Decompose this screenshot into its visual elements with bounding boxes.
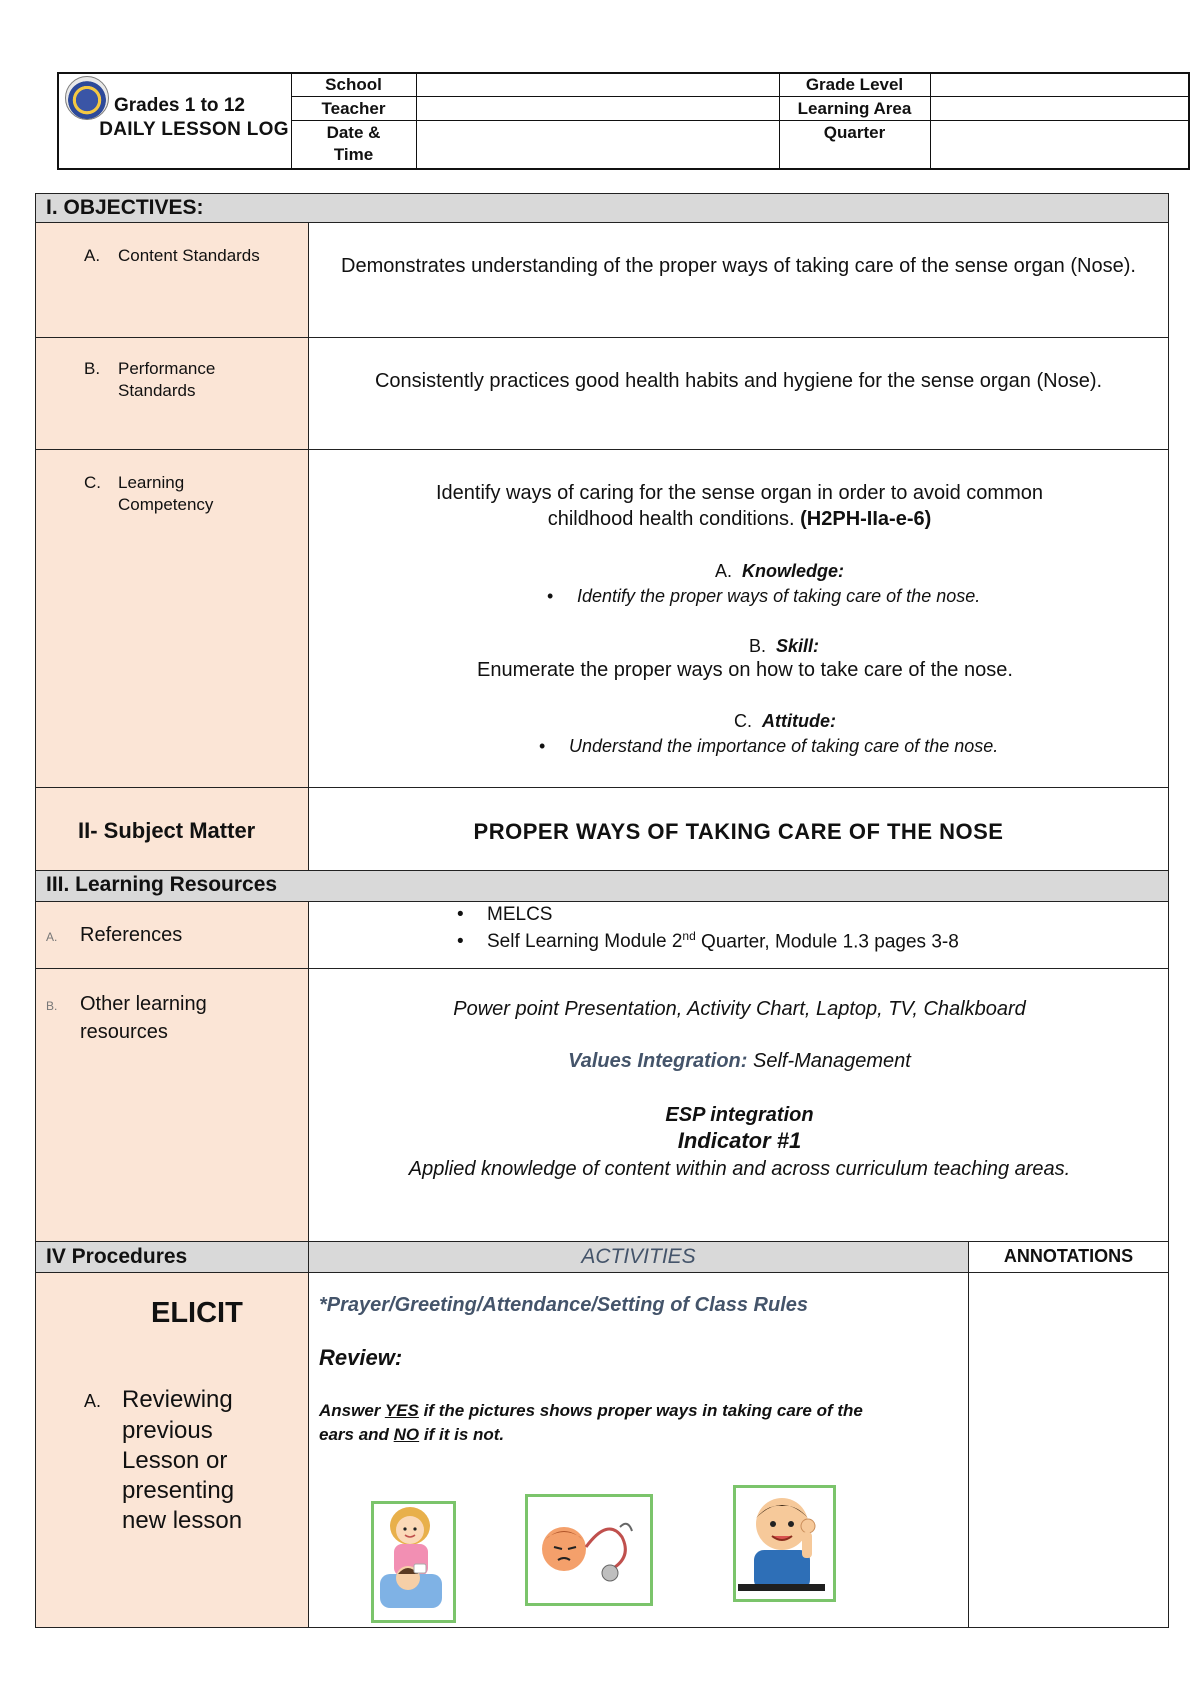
- reference-superscript: nd: [682, 929, 696, 943]
- step-a-block: [84, 1385, 242, 1536]
- letter: A.: [84, 1391, 102, 1411]
- header-title-grades: Grades 1 to 12: [114, 95, 245, 116]
- divider: [291, 120, 1190, 121]
- performance-standards-label-1: Performance: [118, 359, 216, 378]
- competency-code: (H2PH-IIa-e-6): [800, 508, 932, 530]
- header-table: [57, 72, 1190, 170]
- review-instruction: [319, 1399, 959, 1447]
- learning-competency-label-1: Learning: [118, 473, 185, 492]
- subject-matter-value: PROPER WAYS OF TAKING CARE OF THE NOSE: [473, 819, 1004, 844]
- skill-heading: [749, 636, 819, 657]
- prayer-line: *Prayer/Greeting/Attendance/Setting of Class Rules: [319, 1294, 809, 1316]
- procedures-title: IV Procedures: [46, 1245, 188, 1268]
- learning-competency-label-2: Competency: [118, 495, 214, 514]
- reference-slm: • Self Learning Module 2: [457, 931, 682, 952]
- review-picture-1: [371, 1501, 456, 1623]
- content-standards-label-cell: [35, 222, 309, 338]
- review-picture-3: [733, 1485, 836, 1602]
- letter: B.: [749, 636, 767, 656]
- header-title-dll: DAILY LESSON LOG: [99, 119, 289, 140]
- divider: [291, 96, 1190, 97]
- review-label: Review:: [319, 1345, 403, 1370]
- elicit-cell: [35, 1272, 309, 1628]
- instruction-text: Answer: [319, 1401, 385, 1420]
- annotations-header: ANNOTATIONS: [1003, 1246, 1134, 1266]
- boy-touching-ear-image: [736, 1488, 827, 1593]
- letter: C.: [84, 473, 101, 492]
- references-content-cell: [308, 901, 1169, 969]
- letter: A.: [46, 930, 58, 944]
- reference-slm-rest: Quarter, Module 1.3 pages 3-8: [695, 931, 959, 953]
- competency-line-1: Identify ways of caring for the sense organ in order to avoid common: [436, 482, 1043, 504]
- step-line: previous: [122, 1417, 213, 1444]
- sick-boy-stethoscope-image: [528, 1497, 644, 1597]
- label-time: Time: [333, 145, 374, 164]
- instruction-text: if it is not.: [419, 1425, 505, 1444]
- letter: C.: [734, 711, 752, 731]
- values-label: Values Integration:: [568, 1050, 748, 1072]
- references-label: References: [80, 924, 183, 946]
- objectives-title: I. OBJECTIVES:: [46, 196, 204, 219]
- step-line: presenting: [122, 1477, 235, 1504]
- attitude-item-text: • Understand the importance of taking care of the nose.: [539, 736, 998, 756]
- resources-section-header: [35, 870, 1169, 902]
- annotations-header-cell: [968, 1241, 1169, 1273]
- attitude-item: [539, 736, 998, 757]
- performance-standards-text-cell: [308, 337, 1169, 450]
- annotations-cell: [968, 1272, 1169, 1628]
- step-line: new lesson: [122, 1507, 243, 1534]
- values-value: Self-Management: [752, 1050, 911, 1072]
- other-resources-label-2: resources: [80, 1021, 168, 1043]
- label-quarter: Quarter: [823, 123, 886, 142]
- letter: A.: [84, 246, 101, 265]
- other-resources-label-1: Other learning: [80, 993, 207, 1015]
- content-standards-label: Content Standards: [118, 246, 260, 265]
- attitude-title: Attitude:: [762, 711, 836, 731]
- knowledge-item-text: • Identify the proper ways of taking care of the nose.: [547, 586, 980, 606]
- competency-statement: [309, 480, 1170, 532]
- content-standards-text: Demonstrates understanding of the proper ways of taking care of the sense organ (Nose).: [341, 255, 1136, 277]
- attitude-heading: [734, 711, 836, 732]
- instruction-no: NO: [393, 1425, 420, 1444]
- indicator-text: Applied knowledge of content within and across curriculum teaching areas.: [408, 1158, 1071, 1180]
- letter: B.: [84, 359, 101, 378]
- other-resources-content-cell: [308, 968, 1169, 1242]
- label-school: School: [325, 75, 382, 94]
- subject-matter-value-cell: [308, 787, 1169, 871]
- step-line: Reviewing: [122, 1386, 233, 1413]
- learning-competency-label-cell: [35, 449, 309, 788]
- competency-line-2-text: childhood health conditions.: [547, 508, 795, 530]
- instruction-yes: YES: [384, 1401, 419, 1420]
- deped-seal-icon: [65, 76, 109, 120]
- label-learning-area: Learning Area: [797, 99, 912, 118]
- label-grade-level: Grade Level: [805, 75, 904, 94]
- reference-item: [457, 904, 552, 926]
- reference-item: [457, 929, 959, 953]
- elicit-title: ELICIT: [151, 1297, 243, 1329]
- letter: A.: [715, 561, 733, 581]
- knowledge-item: [547, 586, 980, 607]
- subject-matter-label: II- Subject Matter: [78, 818, 256, 843]
- activities-header-cell: [308, 1241, 969, 1273]
- instruction-text: if the pictures shows proper ways in taking care of the: [418, 1401, 863, 1420]
- divider: [416, 74, 417, 168]
- divider: [930, 74, 931, 168]
- resources-title: III. Learning Resources: [46, 873, 278, 896]
- performance-standards-text: Consistently practices good health habits and hygiene for the sense organ (Nose).: [374, 370, 1103, 392]
- references-label-cell: [35, 901, 309, 969]
- review-picture-2: [525, 1494, 653, 1606]
- activities-cell: [308, 1272, 969, 1628]
- letter: B.: [46, 999, 58, 1013]
- procedures-header-cell: [35, 1241, 309, 1273]
- objectives-section-header: [35, 193, 1169, 223]
- activities-header: ACTIVITIES: [581, 1245, 696, 1268]
- knowledge-title: Knowledge:: [742, 561, 845, 581]
- skill-title: Skill:: [776, 636, 820, 656]
- indicator-title: Indicator #1: [677, 1128, 802, 1153]
- learning-competency-content-cell: [308, 449, 1169, 788]
- skill-item: Enumerate the proper ways on how to take care of the nose.: [477, 659, 1013, 681]
- other-resources-label-cell: [35, 968, 309, 1242]
- performance-standards-label-cell: [35, 337, 309, 450]
- performance-standards-label-2: Standards: [118, 381, 196, 400]
- label-date: Date &: [326, 123, 381, 142]
- label-teacher: Teacher: [321, 99, 386, 118]
- girl-cleaning-nose-image: [374, 1504, 447, 1614]
- subject-matter-label-cell: [35, 787, 309, 871]
- values-integration: [309, 1048, 1170, 1075]
- competency-line-2: [309, 506, 1170, 532]
- reference-melcs: • MELCS: [457, 904, 552, 925]
- esp-title: ESP integration: [665, 1104, 814, 1126]
- materials-text: Power point Presentation, Activity Chart, Laptop, TV, Chalkboard: [453, 998, 1026, 1020]
- content-standards-text-cell: [308, 222, 1169, 338]
- instruction-text: ears and: [319, 1425, 394, 1444]
- step-line: Lesson or: [122, 1447, 228, 1474]
- knowledge-heading: [715, 561, 844, 582]
